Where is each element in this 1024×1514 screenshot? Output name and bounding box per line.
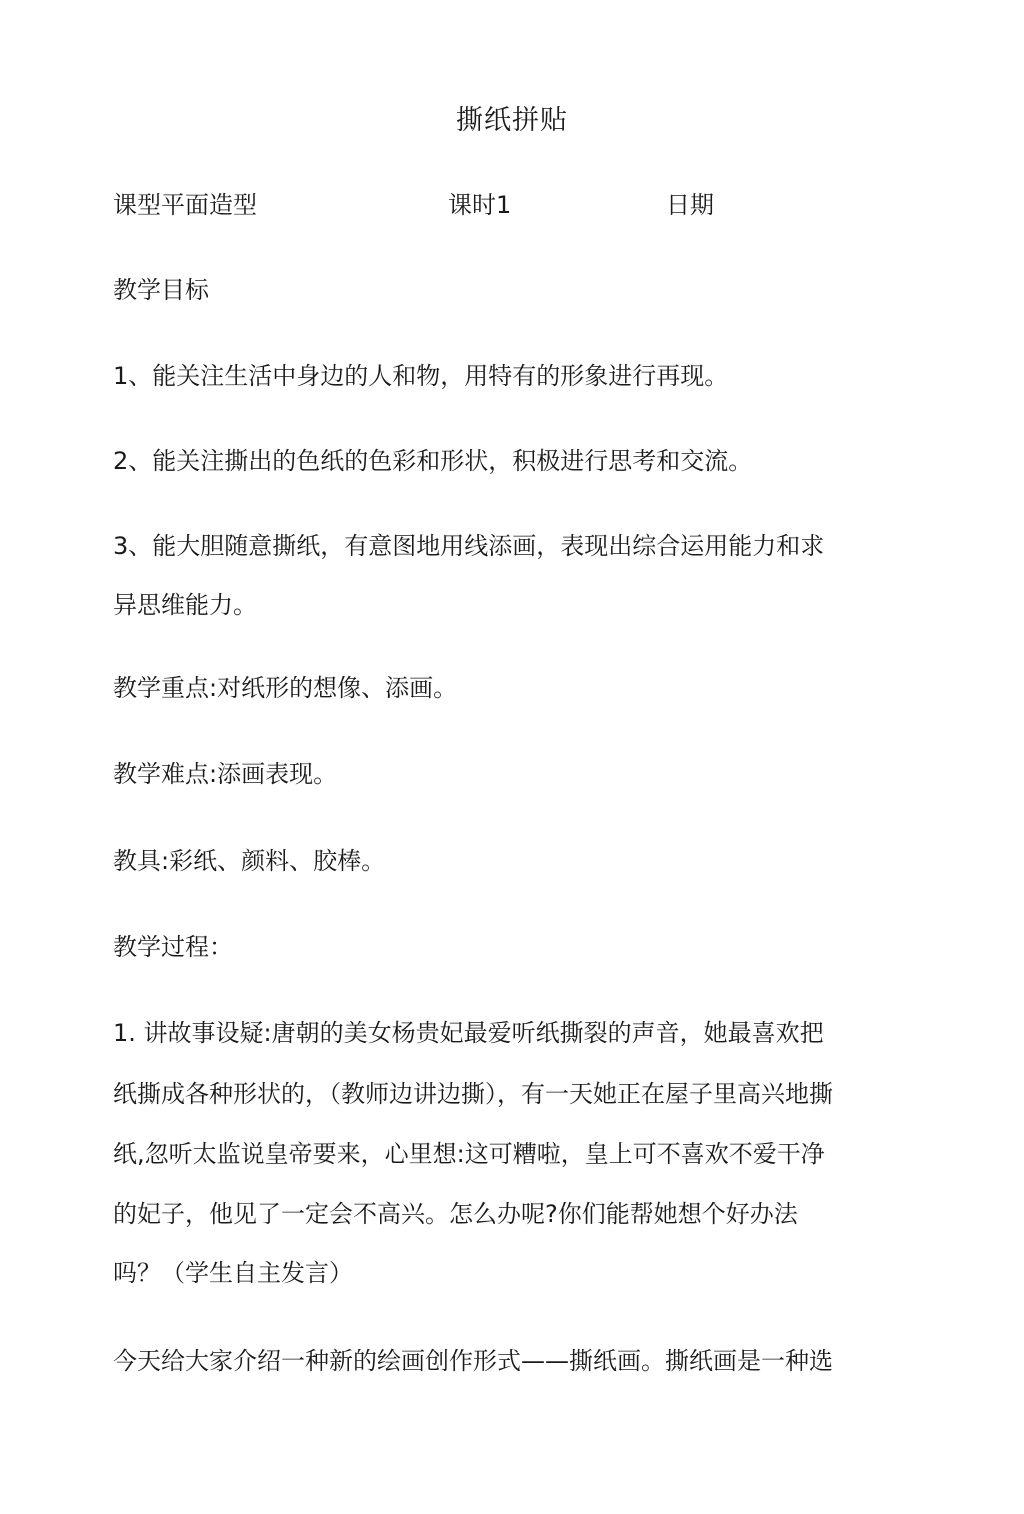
teaching-tools: 教具:彩纸、颜料、胶棒。 (113, 847, 386, 875)
lesson-hours: 课时1 (448, 191, 512, 219)
difficulty: 教学难点:添画表现。 (113, 760, 338, 788)
intro-line: 今天给大家介绍一种新的绘画创作形式——撕纸画。撕纸画是一种选 (113, 1347, 833, 1375)
objective-item-continued: 异思维能力。 (113, 591, 257, 619)
process-line: 的妃子，他见了一定会不高兴。怎么办呢?你们能帮她想个好办法 (113, 1200, 798, 1228)
objectives-heading: 教学目标 (113, 276, 209, 304)
lesson-type: 课型平面造型 (113, 191, 257, 219)
objective-item: 3、能大胆随意撕纸，有意图地用线添画，表现出综合运用能力和求 (113, 532, 825, 560)
process-heading: 教学过程： (113, 933, 233, 961)
process-line: 1. 讲故事设疑:唐朝的美女杨贵妃最爱听纸撕裂的声音，她最喜欢把 (113, 1019, 824, 1047)
key-point: 教学重点:对纸形的想像、添画。 (113, 674, 458, 702)
process-line: 吗？（学生自主发言） (113, 1259, 353, 1287)
process-line: 纸,忽听太监说皇帝要来，心里想:这可糟啦，皇上可不喜欢不爱干净 (113, 1140, 825, 1168)
document-title: 撕纸拼贴 (456, 105, 568, 136)
date-label: 日期 (666, 191, 714, 219)
process-line: 纸撕成各种形状的，（教师边讲边撕），有一天她正在屋子里高兴地撕 (113, 1080, 833, 1108)
objective-item: 2、能关注撕出的色纸的色彩和形状，积极进行思考和交流。 (113, 447, 753, 475)
objective-item: 1、能关注生活中身边的人和物，用特有的形象进行再现。 (113, 362, 729, 390)
